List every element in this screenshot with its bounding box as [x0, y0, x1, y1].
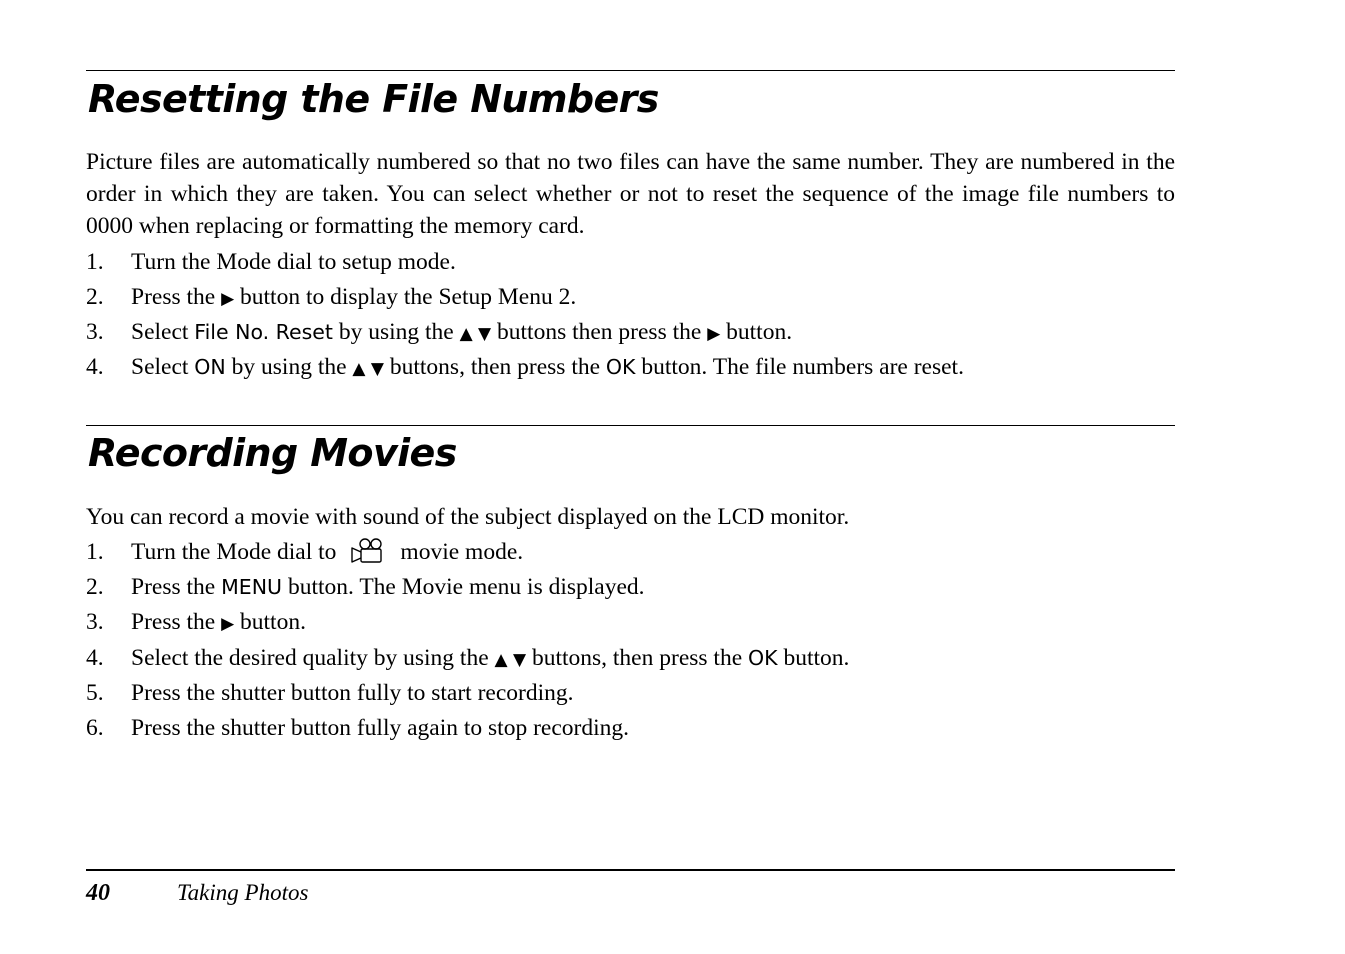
- section-intro-paragraph: Picture files are automatically numbered so that no two files can have the same number. They are numbered in the order in which they are taken. You can select whether or not to reset the sequence of the image file numbers to 0000 when replacing or formatting the memory card.: [86, 149, 1175, 239]
- step-number: 4.: [86, 645, 104, 671]
- step-text: buttons, then press the: [531, 645, 743, 671]
- list-item: [86, 642, 1175, 674]
- up-down-arrows-icon: ▲ ▼: [459, 324, 492, 344]
- up-down-arrows-icon: ▲ ▼: [352, 359, 384, 379]
- list-item: [86, 351, 1175, 383]
- movie-camera-icon: [350, 536, 388, 564]
- section-rule: [86, 70, 1175, 71]
- menu-option-label: File No. Reset: [194, 320, 333, 344]
- section-heading-reset-file-numbers: Resetting the File Numbers: [88, 77, 659, 121]
- footer-section-title: Taking Photos: [177, 880, 309, 905]
- step-text: button.: [726, 319, 793, 345]
- step-text: button. The file numbers are reset.: [641, 354, 964, 380]
- step-text: buttons then press the: [497, 319, 702, 345]
- right-arrow-icon: ▶: [221, 614, 235, 634]
- list-item: [86, 536, 1175, 568]
- list-item: [86, 712, 1175, 744]
- section-intro-paragraph: You can record a movie with sound of the subject displayed on the LCD monitor.: [86, 504, 850, 530]
- list-item: [86, 316, 1175, 348]
- step-number: 3.: [86, 319, 104, 345]
- button-label: OK: [605, 355, 636, 379]
- list-item: [86, 606, 1175, 638]
- page-number: 40: [86, 880, 110, 906]
- step-text: movie mode.: [400, 539, 524, 565]
- right-arrow-icon: ▶: [707, 324, 721, 344]
- section-rule: [86, 425, 1175, 426]
- step-text: Press the shutter button fully again to stop recording.: [131, 715, 629, 741]
- step-number: 1.: [86, 249, 104, 275]
- step-number: 5.: [86, 680, 104, 706]
- step-text: by using the: [338, 319, 454, 345]
- step-text: Press the: [131, 574, 216, 600]
- step-text: Select: [131, 319, 189, 345]
- section-heading-recording-movies: Recording Movies: [88, 431, 457, 475]
- step-text: Select the desired quality by using the: [131, 645, 489, 671]
- step-text: buttons, then press the: [389, 354, 601, 380]
- step-text: Turn the Mode dial to: [131, 539, 337, 565]
- footer-rule: [86, 869, 1175, 871]
- step-text: button to display the Setup Menu 2.: [240, 284, 577, 310]
- up-down-arrows-icon: ▲ ▼: [494, 650, 527, 670]
- step-text: Press the: [131, 609, 216, 635]
- step-text: button.: [783, 645, 850, 671]
- button-label: OK: [748, 646, 778, 670]
- menu-option-label: ON: [194, 355, 226, 379]
- step-text: by using the: [231, 354, 347, 380]
- step-number: 2.: [86, 284, 104, 310]
- button-label: MENU: [221, 575, 283, 599]
- step-number: 3.: [86, 609, 104, 635]
- step-number: 4.: [86, 354, 104, 380]
- list-item: [86, 246, 1175, 278]
- step-text: Select: [131, 354, 189, 380]
- step-text: Press the shutter button fully to start recording.: [131, 680, 574, 706]
- step-text: Press the: [131, 284, 216, 310]
- step-number: 6.: [86, 715, 104, 741]
- step-number: 2.: [86, 574, 104, 600]
- step-number: 1.: [86, 539, 104, 565]
- manual-page: [86, 0, 1175, 954]
- list-item: [86, 281, 1175, 313]
- step-text: button. The Movie menu is displayed.: [287, 574, 645, 600]
- step-text: Turn the Mode dial to setup mode.: [131, 249, 456, 275]
- list-item: [86, 677, 1175, 709]
- right-arrow-icon: ▶: [221, 289, 235, 309]
- list-item: [86, 571, 1175, 603]
- step-text: button.: [240, 609, 306, 635]
